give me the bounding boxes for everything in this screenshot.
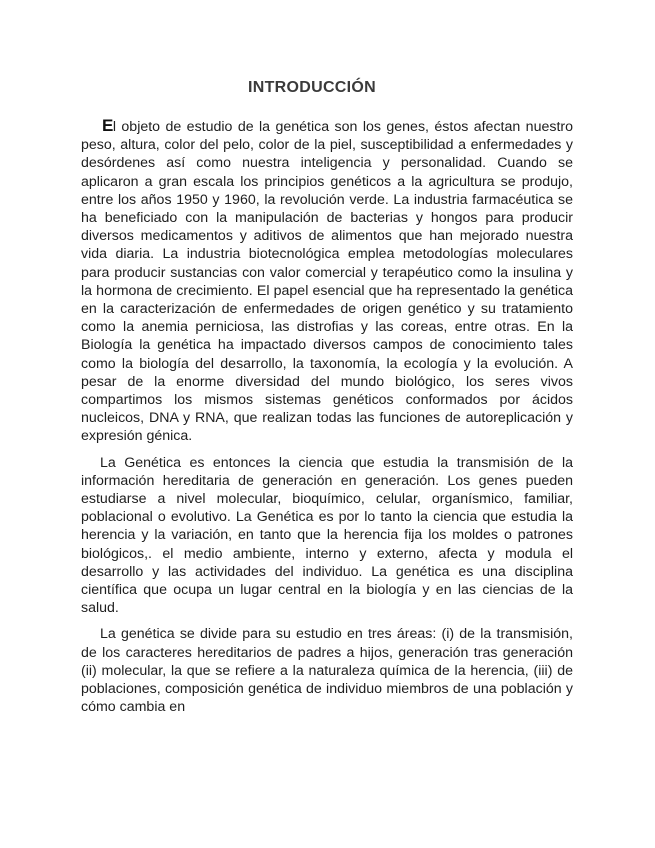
paragraph-2: La Genética es entonces la ciencia que estudia la transmisión de la información hereditaria de generación en generación. Los genes pueden estudiarse a nivel molecular, bioquímico, celular, organísmico, familiar, poblacional o evolutivo. La Genética es por lo tanto la ciencia que estudia la herencia y la variación, en tanto que la herencia fija los moldes o patrones biológicos,. el medio ambiente, interno y externo, afecta y modula el desarrollo y las actividades del individuo. La genética es una disciplina científica que ocupa un lugar central en la biología y en las ciencias de la salud. bbox=[81, 454, 573, 617]
paragraph-1 bbox=[81, 117, 573, 446]
page-title: INTRODUCCIÓN bbox=[247, 79, 377, 96]
drop-cap-initial: E bbox=[102, 116, 113, 135]
paragraph-3: La genética se divide para su estudio en tres áreas: (i) de la transmisión, de los caracteres hereditarios de padres a hijos, generación tras generación (ii) molecular, la que se refiere a la naturaleza química de la herencia, (iii) de poblaciones, composición genética de individuo miembros de una población y cómo cambia en bbox=[81, 626, 573, 716]
paragraph-1-text: l objeto de estudio de la genética son los genes, éstos afectan nuestro peso, altura, color del pelo, color de la piel, susceptibilidad a enfermedades y desórdenes así como nuestra inteligencia y personalidad. Cuando se aplicaron a gran escala los principios genéticos a la agricultura se produjo, entre los años 1950 y 1960, la revolución verde. La industria farmacéutica se ha beneficiado con la manipulación de bacterias y hongos para producir diversos medicamentos y aditivos de alimentos que han mejorado nuestra vida diaria. La industria biotecnológica emplea metodologías moleculares para producir sustancias con valor comercial y terapéutico como la insulina y la hormona de crecimiento. El papel esencial que ha representado la genética en la caracterización de enfermedades de origen genético y su tratamiento como la anemia perniciosa, las distrofias y las coreas, entre otras. En la Biología la genética ha impactado diversos campos de conocimiento tales como la biología del desarrollo, la taxonomía, la ecología y la evolución. A pesar de la enorme diversidad del mundo biológico, los seres vivos compartimos los mismos sistemas genéticos conformados por ácidos nucleicos, DNA y RNA, que realizan todas las funciones de autoreplicación y expresión génica. bbox=[81, 119, 573, 445]
document-body bbox=[81, 117, 573, 725]
